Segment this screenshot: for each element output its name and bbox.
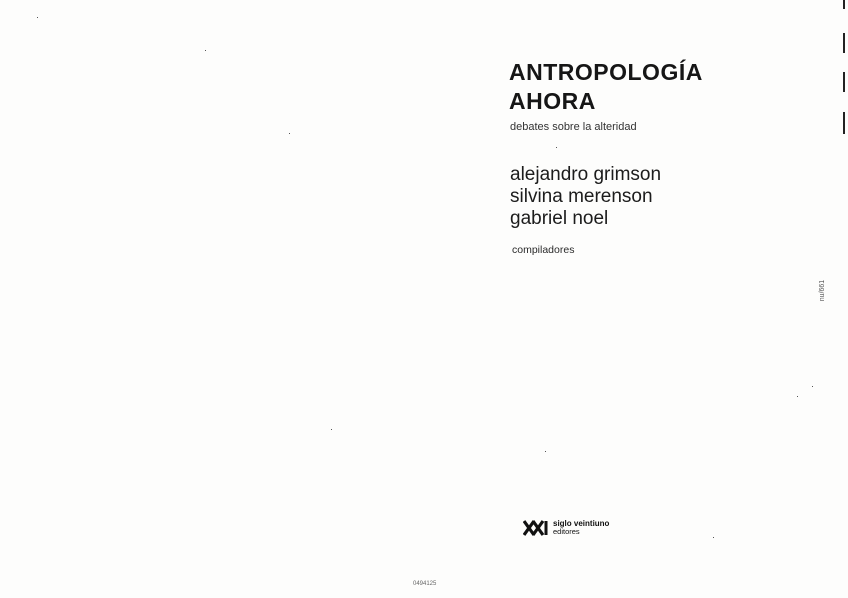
publisher-imprint: editores: [553, 527, 580, 536]
dust-speck: [797, 396, 798, 397]
dust-speck: [812, 386, 813, 387]
edge-mark: [843, 72, 845, 92]
dust-speck: [713, 537, 714, 538]
side-catalog-code: nu/661: [819, 279, 827, 302]
author-list: [510, 164, 661, 230]
book-title: [509, 58, 703, 116]
edge-mark: [843, 112, 845, 134]
author-1: alejandro grimson: [510, 164, 662, 185]
dust-speck: [37, 17, 38, 18]
edge-mark: [843, 0, 845, 9]
dust-speck: [556, 147, 557, 148]
footer-catalog-code: 0494125: [413, 581, 437, 587]
book-subtitle: debates sobre la alteridad: [510, 121, 637, 133]
editors-role: compiladores: [512, 244, 575, 256]
edge-mark: [843, 33, 845, 53]
dust-speck: [545, 451, 546, 452]
title-line-2: AHORA: [509, 88, 596, 114]
author-2: silvina merenson: [510, 186, 653, 207]
sxxi-logo-icon: [523, 518, 549, 538]
dust-speck: [289, 133, 290, 134]
title-line-1: ANTROPOLOGÍA: [509, 59, 703, 85]
publisher-logo: [523, 518, 609, 538]
dust-speck: [331, 429, 332, 430]
author-3: gabriel noel: [510, 208, 609, 229]
dust-speck: [205, 50, 206, 51]
publisher-name: siglo veintiuno: [553, 519, 610, 528]
